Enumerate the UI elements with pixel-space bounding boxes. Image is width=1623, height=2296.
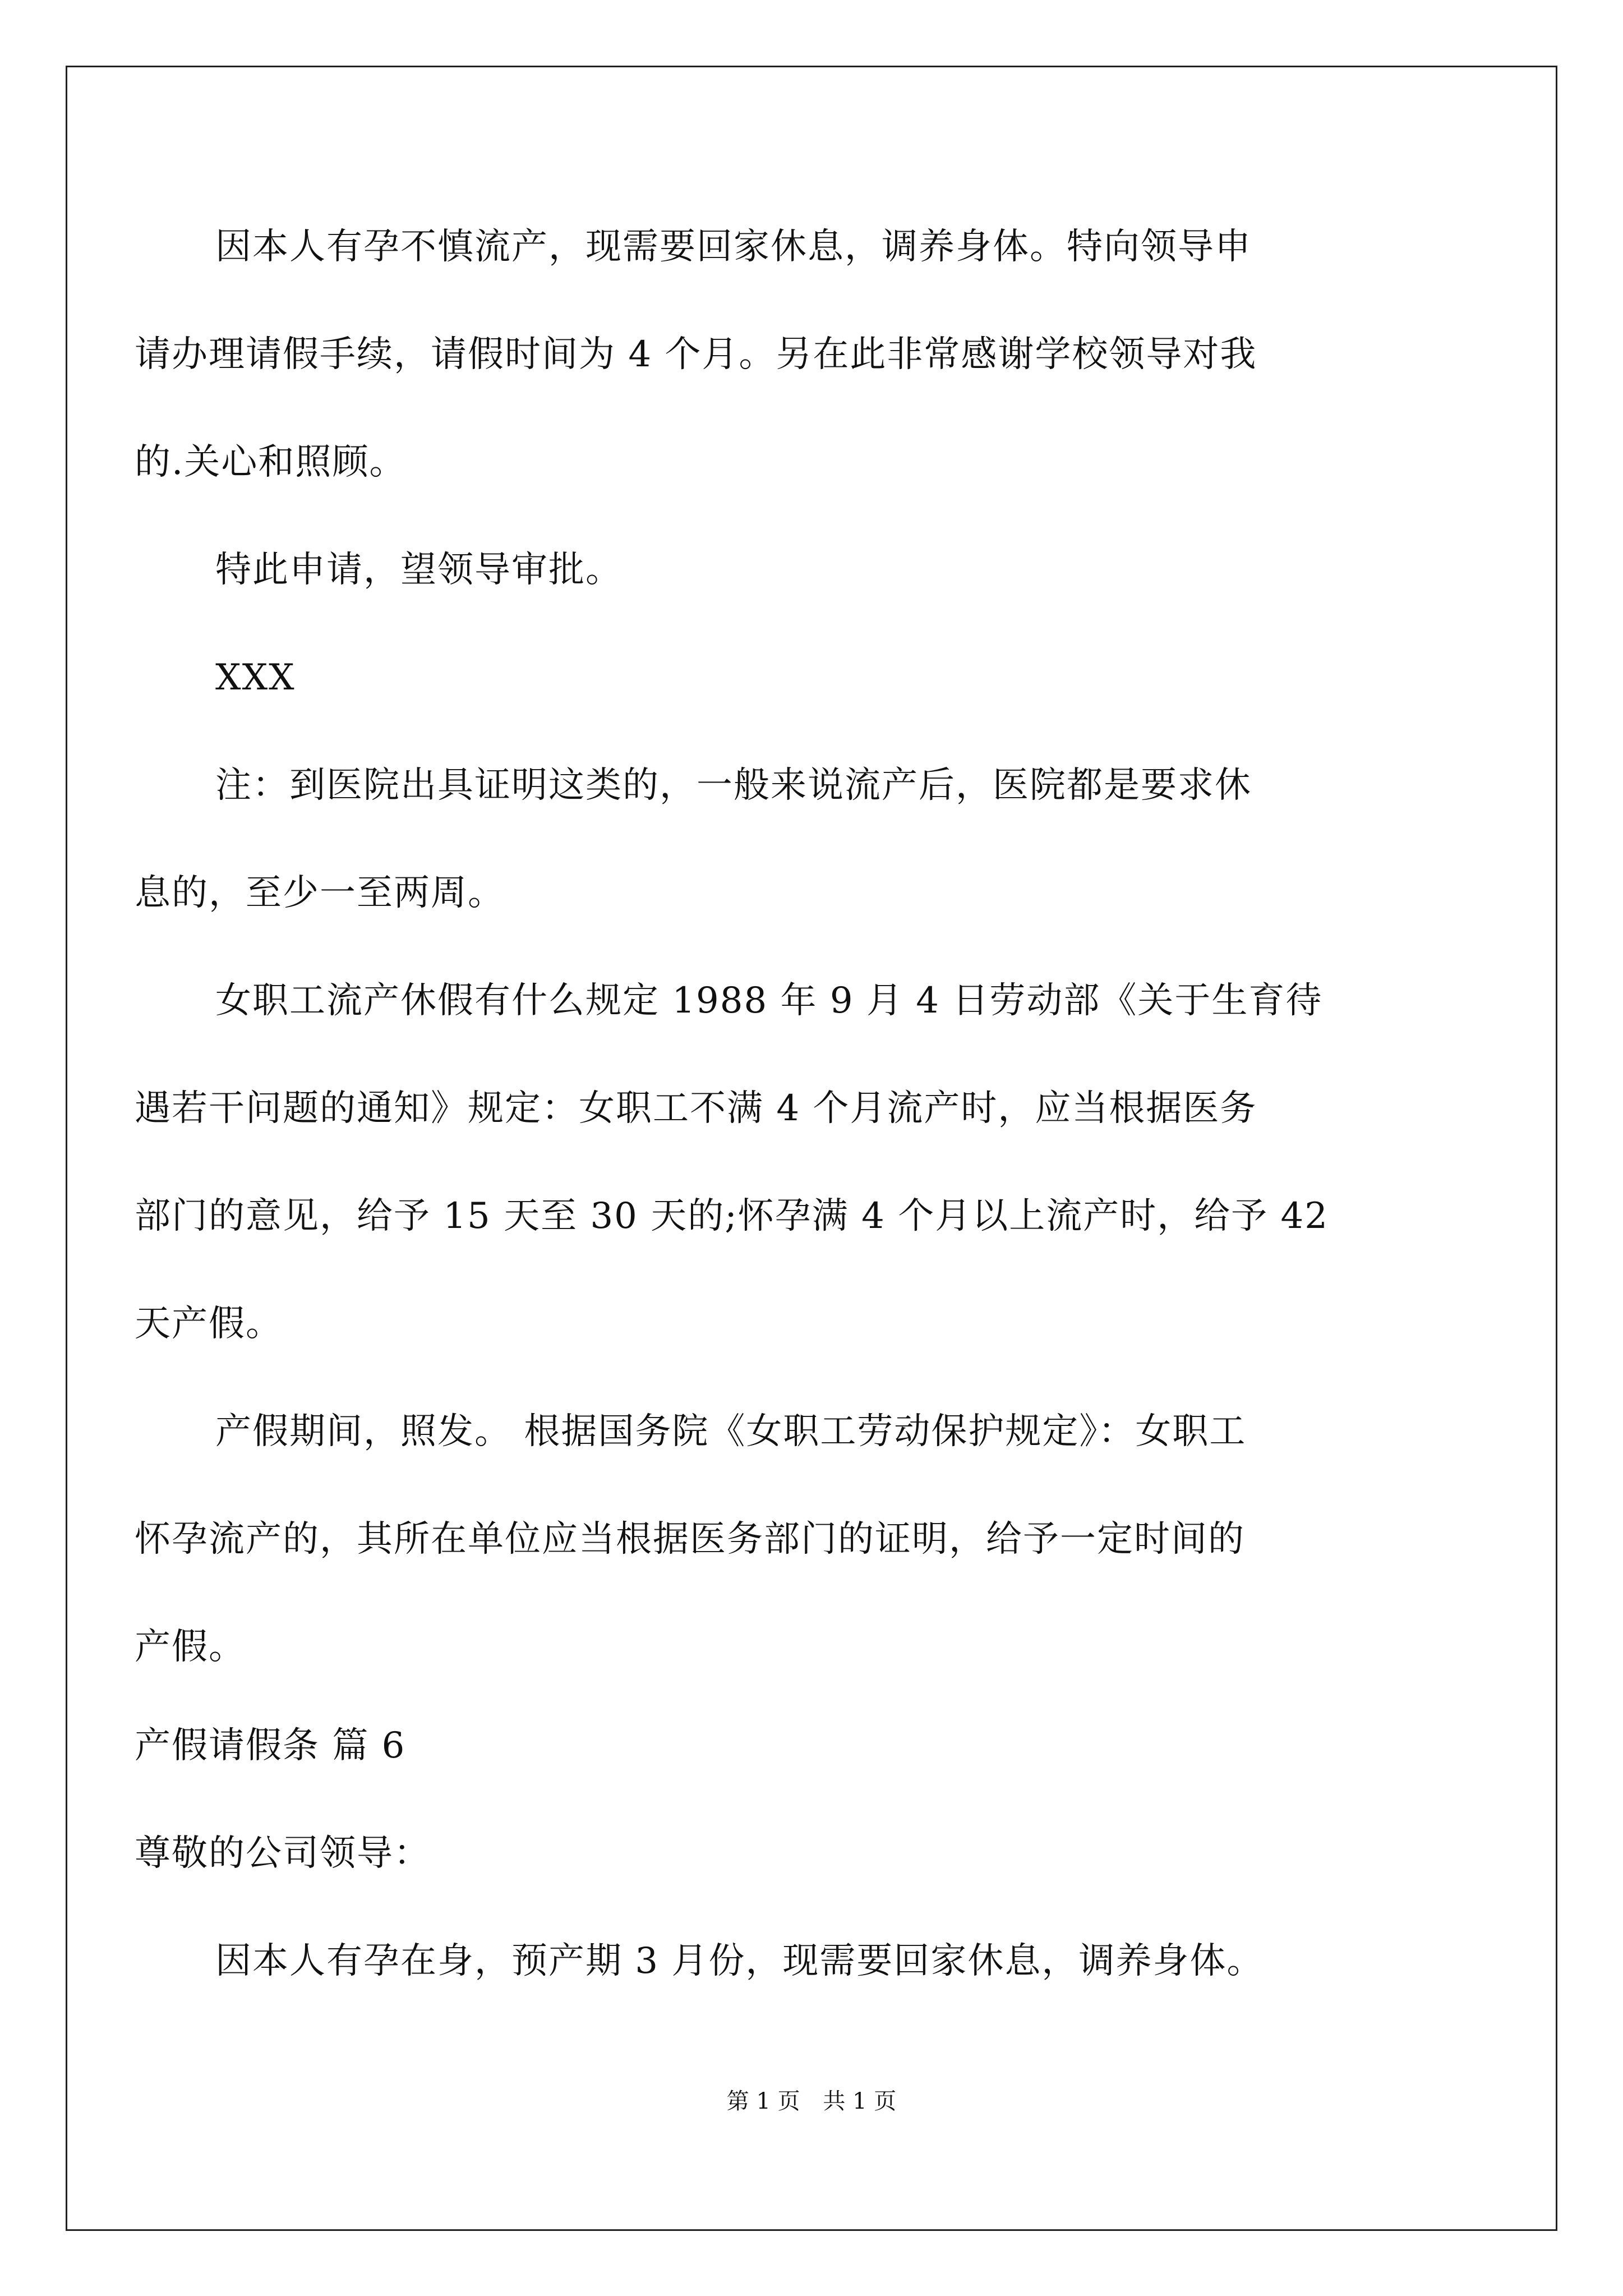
paragraph-line: 女职工流产休假有什么规定 1988 年 9 月 4 日劳动部《关于生育待 (215, 980, 1323, 1022)
page-footer (0, 2088, 1623, 2115)
page-total: 共 1 页 (823, 2088, 897, 2114)
paragraph-line: 部门的意见，给予 15 天至 30 天的;怀孕满 4 个月以上流产时，给予 42 (135, 1195, 1329, 1237)
paragraph-line: 遇若干问题的通知》规定：女职工不满 4 个月流产时，应当根据医务 (135, 1088, 1257, 1129)
paragraph-line: 产假期间，照发。 根据国务院《女职工劳动保护规定》：女职工 (215, 1411, 1247, 1452)
paragraph-line: 天产假。 (135, 1303, 283, 1345)
paragraph-line: 产假。 (135, 1626, 246, 1668)
paragraph-line: 注：到医院出具证明这类的，一般来说流产后，医院都是要求休 (215, 765, 1252, 806)
paragraph-line: 请办理请假手续，请假时间为 4 个月。另在此非常感谢学校领导对我 (135, 334, 1257, 375)
paragraph-line: 的.关心和照顾。 (135, 441, 407, 483)
salutation-line: 尊敬的公司领导： (135, 1833, 431, 1874)
section-heading: 产假请假条 篇 6 (135, 1725, 406, 1766)
paragraph-line: 特此申请，望领导审批。 (215, 549, 623, 591)
paragraph-line: 因本人有孕不慎流产，现需要回家休息，调养身体。特向领导申 (215, 226, 1252, 268)
paragraph-line: 息的，至少一至两周。 (135, 872, 505, 914)
page-border (66, 66, 1557, 2231)
signature-line: XXX (215, 657, 296, 698)
page-number: 第 1 页 (726, 2088, 800, 2114)
paragraph-line: 因本人有孕在身，预产期 3 月份，现需要回家休息，调养身体。 (215, 1940, 1264, 1982)
paragraph-line: 怀孕流产的，其所在单位应当根据医务部门的证明，给予一定时间的 (135, 1519, 1245, 1560)
